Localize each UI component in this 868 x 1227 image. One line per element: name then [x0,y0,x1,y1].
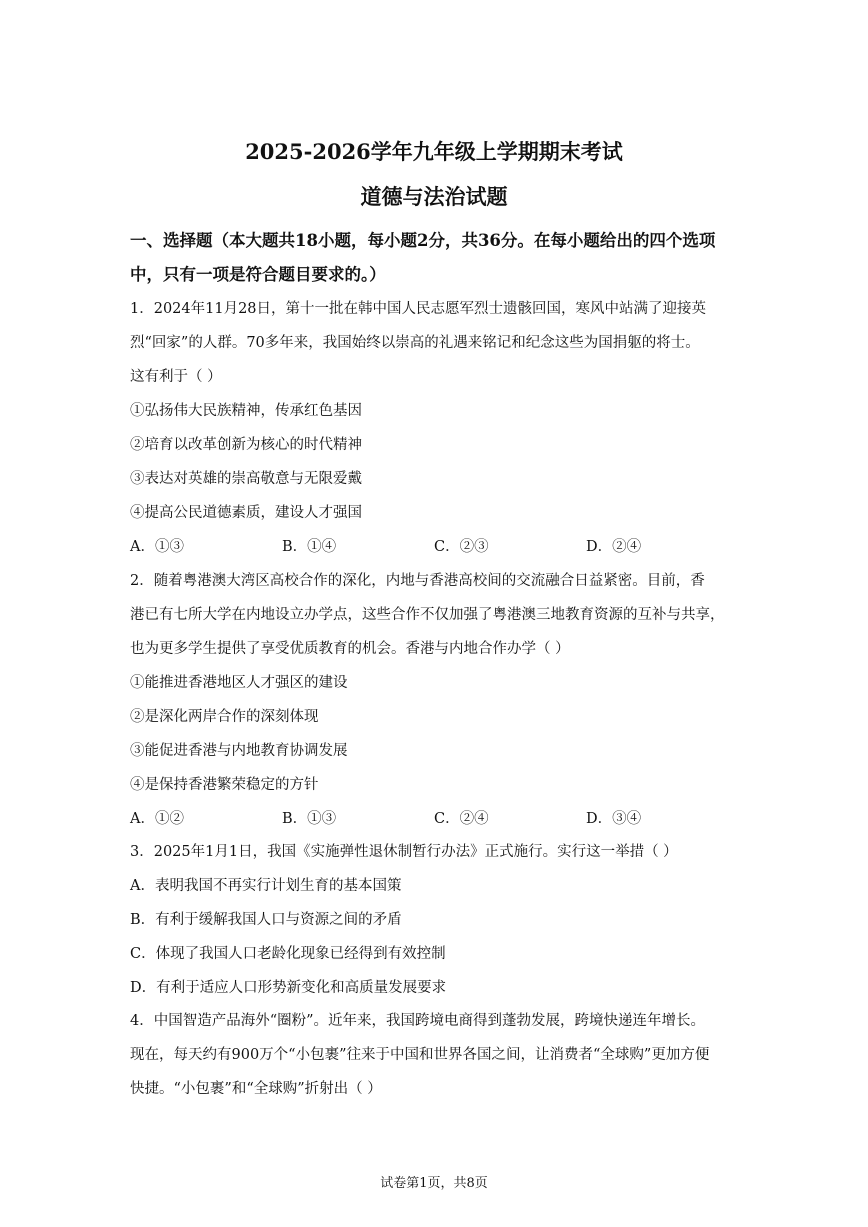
question-stem-line: 快捷。“小包裹”和“全球购”折射出（ ） [130,1081,382,1097]
option-c: C．体现了我国人口老龄化现象已经得到有效控制 [130,946,446,962]
statement: ④提高公民道德素质，建设人才强国 [130,505,362,521]
question-stem-line: 这有利于（ ） [130,369,222,385]
page-footer: 试卷第1页，共8页 [380,1176,488,1191]
statement: ③表达对英雄的崇高敬意与无限爱戴 [130,471,362,487]
exam-subtitle: 道德与法治试题 [360,184,508,209]
option-b: B．有利于缓解我国人口与资源之间的矛盾 [130,912,402,928]
question-stem-line: 烈“回家”的人群。70多年来，我国始终以崇高的礼遇来铭记和纪念这些为国捐躯的将士。 [130,335,700,351]
choice-b: B．①③ [282,811,337,827]
question-stem-line: 2．随着粤港澳大湾区高校合作的深化，内地与香港高校间的交流融合日益紧密。目前，香 [130,573,705,589]
choice-b: B．①④ [282,539,337,555]
question-stem-line: 1．2024年11月28日，第十一批在韩中国人民志愿军烈士遗骸回国，寒风中站满了迎接英 [130,301,707,317]
question-3 [130,835,740,1005]
statement: ②是深化两岸合作的深刻体现 [130,709,319,725]
statement: ①能推进香港地区人才强区的建设 [130,675,348,691]
choice-c: C．②④ [434,811,489,827]
statement: ②培育以改革创新为核心的时代精神 [130,437,362,453]
option-d: D．有利于适应人口形势新变化和高质量发展要求 [130,980,447,996]
choice-c: C．②③ [434,539,489,555]
statement: ④是保持香港繁荣稳定的方针 [130,777,319,793]
answer-choices [130,530,740,564]
question-stem-line: 3．2025年1月1日，我国《实施弹性退休制暂行办法》正式施行。实行这一举措（ ） [130,844,678,860]
choice-a: A．①③ [130,539,184,555]
choice-d: D．③④ [586,811,642,827]
option-a: A．表明我国不再实行计划生育的基本国策 [130,878,402,894]
question-2 [130,564,740,836]
statement: ③能促进香港与内地教育协调发展 [130,743,348,759]
answer-choices [130,802,740,836]
question-1 [130,292,740,564]
question-stem-line: 现在，每天约有900万个“小包裹”往来于中国和世界各国之间，让消费者“全球购”更加方便 [130,1047,710,1063]
question-4 [130,1004,740,1106]
exam-title: 2025-2026学年九年级上学期期末考试 [245,139,623,164]
choice-a: A．①② [130,811,184,827]
question-stem-line: 也为更多学生提供了享受优质教育的机会。香港与内地合作办学（ ） [130,641,570,657]
question-stem-line: 港已有七所大学在内地设立办学点，这些合作不仅加强了粤港澳三地教育资源的互补与共享， [130,607,725,623]
section-heading: 一、选择题（本大题共18小题，每小题2分，共36分。在每小题给出的四个选项中，只有一项是符合题目要求的。） [130,231,716,284]
question-stem-line: 4．中国智造产品海外“圈粉”。近年来，我国跨境电商得到蓬勃发展，跨境快递连年增长。 [130,1013,706,1029]
choice-d: D．②④ [586,539,642,555]
statement: ①弘扬伟大民族精神，传承红色基因 [130,403,362,419]
